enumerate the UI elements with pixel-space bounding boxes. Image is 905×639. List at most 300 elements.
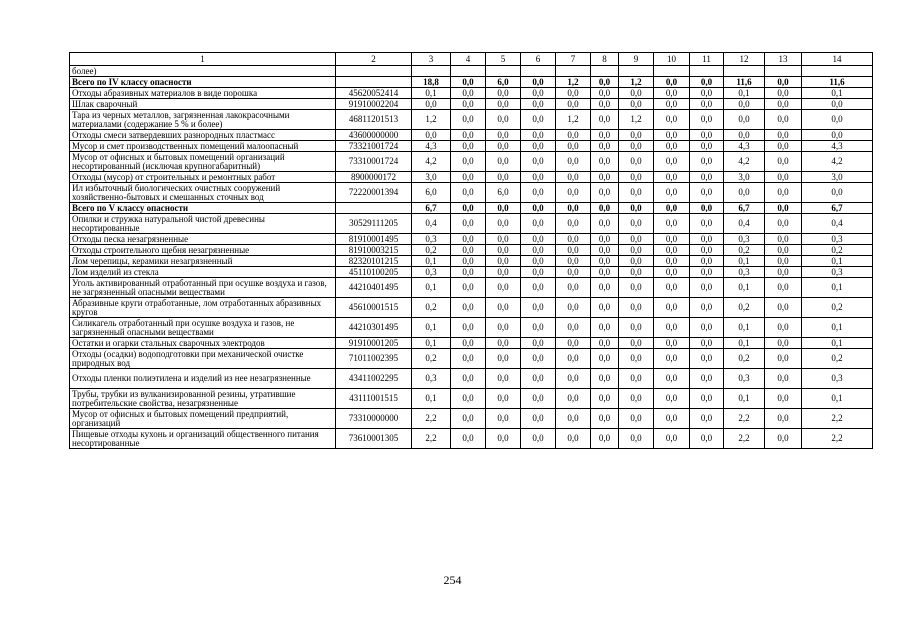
value-cell — [591, 66, 619, 77]
value-cell: 11,6 — [724, 77, 765, 88]
value-cell: 0,3 — [802, 369, 873, 389]
value-cell: 4,2 — [802, 152, 873, 172]
value-cell: 0,1 — [412, 338, 451, 349]
value-cell: 0,0 — [591, 338, 619, 349]
value-cell: 0,1 — [802, 256, 873, 267]
value-cell: 0,0 — [690, 349, 724, 369]
value-cell: 6,7 — [802, 203, 873, 214]
value-cell: 0,0 — [619, 298, 654, 318]
value-cell: 0,0 — [521, 214, 556, 234]
fkko-code-cell: 73310001724 — [336, 152, 412, 172]
value-cell: 0,0 — [690, 409, 724, 429]
value-cell: 0,4 — [724, 214, 765, 234]
value-cell: 0,0 — [556, 278, 591, 298]
fkko-code-cell: 43411002295 — [336, 369, 412, 389]
value-cell: 3,0 — [724, 172, 765, 183]
value-cell: 0,0 — [619, 152, 654, 172]
value-cell: 0,0 — [619, 214, 654, 234]
value-cell: 0,0 — [521, 318, 556, 338]
value-cell: 0,1 — [412, 389, 451, 409]
value-cell: 0,0 — [765, 130, 802, 141]
value-cell — [451, 66, 486, 77]
table-row — [70, 318, 873, 338]
value-cell: 0,0 — [802, 183, 873, 203]
value-cell: 0,0 — [591, 278, 619, 298]
value-cell: 0,3 — [802, 234, 873, 245]
value-cell: 0,1 — [802, 318, 873, 338]
value-cell: 0,0 — [556, 298, 591, 318]
value-cell: 0,0 — [765, 99, 802, 110]
table-row — [70, 214, 873, 234]
column-header-9: 9 — [619, 53, 654, 66]
value-cell: 0,0 — [654, 278, 690, 298]
value-cell: 0,0 — [451, 172, 486, 183]
value-cell: 0,1 — [802, 389, 873, 409]
value-cell: 6,0 — [486, 77, 521, 88]
value-cell: 0,0 — [690, 172, 724, 183]
column-header-5: 5 — [486, 53, 521, 66]
value-cell: 0,0 — [654, 389, 690, 409]
value-cell: 0,0 — [521, 183, 556, 203]
value-cell: 0,0 — [591, 172, 619, 183]
fkko-code-cell: 45610001515 — [336, 298, 412, 318]
value-cell — [765, 66, 802, 77]
value-cell: 0,1 — [724, 389, 765, 409]
value-cell: 0,0 — [556, 349, 591, 369]
value-cell: 0,0 — [451, 369, 486, 389]
value-cell: 0,0 — [591, 429, 619, 449]
value-cell: 0,0 — [412, 99, 451, 110]
table-row — [70, 234, 873, 245]
waste-name-cell: Всего по V классу опасности — [70, 203, 336, 214]
value-cell: 18,8 — [412, 77, 451, 88]
value-cell: 0,0 — [619, 183, 654, 203]
value-cell: 0,0 — [591, 214, 619, 234]
table-row — [70, 99, 873, 110]
fkko-code-cell: 44210301495 — [336, 318, 412, 338]
value-cell: 0,0 — [451, 318, 486, 338]
value-cell: 0,0 — [619, 99, 654, 110]
value-cell: 0,0 — [765, 349, 802, 369]
value-cell: 0,0 — [619, 234, 654, 245]
value-cell: 0,0 — [690, 267, 724, 278]
value-cell: 0,0 — [521, 141, 556, 152]
value-cell: 6,7 — [724, 203, 765, 214]
value-cell: 0,0 — [765, 256, 802, 267]
value-cell: 0,0 — [486, 141, 521, 152]
value-cell: 0,0 — [556, 152, 591, 172]
value-cell: 0,0 — [451, 234, 486, 245]
value-cell: 0,0 — [765, 267, 802, 278]
value-cell: 0,0 — [451, 183, 486, 203]
value-cell: 2,2 — [724, 409, 765, 429]
value-cell: 0,0 — [654, 203, 690, 214]
value-cell: 0,0 — [765, 152, 802, 172]
value-cell: 0,1 — [724, 88, 765, 99]
table-row — [70, 130, 873, 141]
value-cell: 0,0 — [765, 318, 802, 338]
value-cell: 0,0 — [591, 389, 619, 409]
waste-table — [69, 52, 873, 449]
value-cell: 2,2 — [802, 409, 873, 429]
value-cell: 0,0 — [654, 130, 690, 141]
table-row — [70, 88, 873, 99]
value-cell: 0,0 — [556, 338, 591, 349]
waste-name-cell: Отходы абразивных материалов в виде порошка — [70, 88, 336, 99]
value-cell: 0,0 — [486, 203, 521, 214]
value-cell: 0,0 — [654, 88, 690, 99]
column-header-4: 4 — [451, 53, 486, 66]
value-cell: 0,0 — [521, 298, 556, 318]
table-row — [70, 245, 873, 256]
value-cell: 0,0 — [654, 172, 690, 183]
value-cell: 0,0 — [591, 409, 619, 429]
value-cell: 0,0 — [486, 256, 521, 267]
value-cell: 0,1 — [724, 278, 765, 298]
value-cell: 0,0 — [654, 245, 690, 256]
waste-name-cell: Абразивные круги отработанные, лом отработанных абразивных кругов — [70, 298, 336, 318]
waste-name-cell: Шлак сварочный — [70, 99, 336, 110]
value-cell: 0,0 — [690, 245, 724, 256]
value-cell: 0,0 — [765, 141, 802, 152]
table-row — [70, 66, 873, 77]
value-cell: 0,0 — [486, 318, 521, 338]
value-cell: 0,2 — [802, 349, 873, 369]
value-cell: 0,0 — [765, 389, 802, 409]
table-row — [70, 278, 873, 298]
value-cell: 0,0 — [690, 77, 724, 88]
total-row — [70, 77, 873, 88]
value-cell: 0,0 — [486, 245, 521, 256]
value-cell: 0,2 — [412, 298, 451, 318]
column-number-header — [70, 53, 873, 66]
table-row — [70, 152, 873, 172]
value-cell: 0,0 — [724, 110, 765, 130]
value-cell — [521, 66, 556, 77]
value-cell: 11,6 — [802, 77, 873, 88]
value-cell: 0,0 — [654, 152, 690, 172]
waste-name-cell: Отходы пленки полиэтилена и изделий из нее незагрязненные — [70, 369, 336, 389]
fkko-code-cell — [336, 66, 412, 77]
value-cell: 0,0 — [486, 298, 521, 318]
value-cell: 0,0 — [486, 278, 521, 298]
value-cell: 0,0 — [619, 429, 654, 449]
value-cell — [619, 66, 654, 77]
value-cell: 0,0 — [690, 99, 724, 110]
value-cell: 0,0 — [521, 77, 556, 88]
value-cell: 0,1 — [724, 338, 765, 349]
value-cell: 0,0 — [690, 203, 724, 214]
value-cell: 0,0 — [619, 278, 654, 298]
value-cell: 0,0 — [654, 318, 690, 338]
table-row — [70, 172, 873, 183]
value-cell: 0,0 — [486, 172, 521, 183]
value-cell: 0,0 — [690, 389, 724, 409]
value-cell: 0,0 — [654, 183, 690, 203]
value-cell: 0,3 — [724, 234, 765, 245]
value-cell: 6,0 — [412, 183, 451, 203]
value-cell: 0,0 — [765, 245, 802, 256]
value-cell: 0,0 — [619, 318, 654, 338]
value-cell: 4,2 — [412, 152, 451, 172]
value-cell: 0,1 — [412, 278, 451, 298]
fkko-code-cell: 45110100205 — [336, 267, 412, 278]
value-cell: 0,0 — [690, 130, 724, 141]
value-cell: 0,0 — [556, 183, 591, 203]
value-cell: 0,0 — [556, 214, 591, 234]
fkko-code-cell: 43600000000 — [336, 130, 412, 141]
value-cell: 0,2 — [724, 245, 765, 256]
value-cell: 6,0 — [486, 183, 521, 203]
value-cell: 0,0 — [619, 130, 654, 141]
value-cell: 0,0 — [765, 338, 802, 349]
value-cell: 0,0 — [556, 245, 591, 256]
fkko-code-cell — [336, 77, 412, 88]
value-cell: 0,0 — [690, 429, 724, 449]
value-cell: 0,0 — [690, 214, 724, 234]
value-cell: 0,0 — [556, 369, 591, 389]
value-cell: 0,0 — [619, 409, 654, 429]
value-cell: 0,1 — [724, 256, 765, 267]
value-cell: 0,0 — [451, 389, 486, 409]
value-cell: 0,3 — [412, 369, 451, 389]
value-cell: 0,0 — [765, 88, 802, 99]
value-cell: 0,0 — [765, 409, 802, 429]
table-row — [70, 267, 873, 278]
table-row — [70, 141, 873, 152]
table-row — [70, 256, 873, 267]
value-cell: 0,0 — [521, 234, 556, 245]
value-cell: 0,0 — [591, 245, 619, 256]
value-cell: 0,0 — [451, 267, 486, 278]
fkko-code-cell: 44210401495 — [336, 278, 412, 298]
table-row — [70, 110, 873, 130]
value-cell: 0,2 — [412, 245, 451, 256]
waste-name-cell: Ил избыточный биологических очистных сооружений хозяйственно-бытовых и смешанных сточных вод — [70, 183, 336, 203]
value-cell: 0,0 — [654, 429, 690, 449]
waste-name-cell: Отходы песка незагрязненные — [70, 234, 336, 245]
waste-name-cell: Мусор от офисных и бытовых помещений организаций несортированный (исключая крупногабаритный) — [70, 152, 336, 172]
value-cell: 0,0 — [451, 110, 486, 130]
waste-name-cell: более) — [70, 66, 336, 77]
value-cell: 0,0 — [619, 203, 654, 214]
value-cell: 0,0 — [591, 110, 619, 130]
value-cell: 0,0 — [521, 369, 556, 389]
value-cell: 0,0 — [486, 369, 521, 389]
value-cell: 0,0 — [591, 318, 619, 338]
table-body — [70, 53, 873, 449]
value-cell: 0,0 — [690, 298, 724, 318]
value-cell: 0,0 — [451, 256, 486, 267]
value-cell: 0,0 — [521, 278, 556, 298]
column-header-11: 11 — [690, 53, 724, 66]
waste-name-cell: Уголь активированный отработанный при осушке воздуха и газов, не загрязненный опасными веществами — [70, 278, 336, 298]
value-cell: 0,0 — [521, 172, 556, 183]
value-cell: 0,0 — [619, 349, 654, 369]
value-cell: 0,0 — [802, 130, 873, 141]
value-cell: 0,0 — [521, 409, 556, 429]
value-cell: 0,3 — [802, 267, 873, 278]
value-cell: 0,0 — [765, 203, 802, 214]
value-cell: 0,1 — [412, 88, 451, 99]
value-cell: 0,0 — [690, 278, 724, 298]
value-cell: 0,0 — [591, 267, 619, 278]
value-cell: 0,0 — [486, 234, 521, 245]
value-cell: 0,0 — [765, 110, 802, 130]
column-header-10: 10 — [654, 53, 690, 66]
value-cell: 0,0 — [486, 338, 521, 349]
value-cell: 0,0 — [486, 409, 521, 429]
value-cell: 0,1 — [724, 318, 765, 338]
column-header-13: 13 — [765, 53, 802, 66]
value-cell: 0,0 — [451, 245, 486, 256]
value-cell: 4,3 — [724, 141, 765, 152]
value-cell: 0,0 — [521, 389, 556, 409]
value-cell: 0,0 — [556, 172, 591, 183]
value-cell: 0,0 — [521, 349, 556, 369]
value-cell: 0,0 — [591, 203, 619, 214]
waste-table-container — [69, 52, 872, 449]
value-cell: 0,0 — [486, 130, 521, 141]
value-cell: 0,1 — [802, 88, 873, 99]
value-cell: 0,0 — [591, 77, 619, 88]
waste-name-cell: Лом черепицы, керамики незагрязненный — [70, 256, 336, 267]
value-cell: 0,0 — [765, 214, 802, 234]
page-number: 254 — [443, 573, 462, 587]
value-cell: 0,0 — [591, 298, 619, 318]
value-cell: 0,0 — [619, 256, 654, 267]
fkko-code-cell: 8900000172 — [336, 172, 412, 183]
value-cell: 0,0 — [591, 369, 619, 389]
table-row — [70, 429, 873, 449]
value-cell: 0,0 — [654, 99, 690, 110]
value-cell: 0,0 — [765, 429, 802, 449]
value-cell: 0,0 — [765, 298, 802, 318]
fkko-code-cell: 43111001515 — [336, 389, 412, 409]
value-cell: 2,2 — [802, 429, 873, 449]
value-cell: 0,0 — [412, 130, 451, 141]
value-cell: 0,0 — [451, 278, 486, 298]
table-row — [70, 369, 873, 389]
value-cell: 0,0 — [654, 141, 690, 152]
value-cell: 0,0 — [556, 267, 591, 278]
value-cell: 0,0 — [521, 429, 556, 449]
value-cell: 0,0 — [451, 429, 486, 449]
column-header-3: 3 — [412, 53, 451, 66]
value-cell: 0,0 — [556, 99, 591, 110]
fkko-code-cell: 73610001305 — [336, 429, 412, 449]
value-cell: 3,0 — [802, 172, 873, 183]
column-header-6: 6 — [521, 53, 556, 66]
value-cell: 0,0 — [619, 245, 654, 256]
value-cell: 0,0 — [486, 99, 521, 110]
value-cell: 0,0 — [690, 256, 724, 267]
value-cell: 0,0 — [486, 389, 521, 409]
value-cell: 0,0 — [619, 141, 654, 152]
value-cell: 0,0 — [591, 130, 619, 141]
value-cell: 0,3 — [412, 267, 451, 278]
waste-name-cell: Пищевые отходы кухонь и организаций общественного питания несортированные — [70, 429, 336, 449]
value-cell: 0,0 — [654, 77, 690, 88]
value-cell: 0,0 — [556, 130, 591, 141]
value-cell: 0,2 — [724, 349, 765, 369]
value-cell: 0,0 — [690, 338, 724, 349]
value-cell: 0,0 — [521, 267, 556, 278]
value-cell: 0,0 — [690, 234, 724, 245]
value-cell: 0,3 — [724, 267, 765, 278]
value-cell: 0,0 — [654, 369, 690, 389]
value-cell — [802, 66, 873, 77]
value-cell — [486, 66, 521, 77]
value-cell — [556, 66, 591, 77]
value-cell: 0,0 — [451, 338, 486, 349]
value-cell: 0,0 — [556, 429, 591, 449]
value-cell: 0,0 — [765, 77, 802, 88]
value-cell: 0,0 — [486, 349, 521, 369]
value-cell: 0,0 — [556, 203, 591, 214]
value-cell: 4,2 — [724, 152, 765, 172]
value-cell: 0,2 — [412, 349, 451, 369]
value-cell: 0,0 — [556, 389, 591, 409]
value-cell: 0,0 — [486, 152, 521, 172]
value-cell: 0,0 — [521, 110, 556, 130]
value-cell: 0,0 — [765, 278, 802, 298]
value-cell: 0,0 — [521, 203, 556, 214]
value-cell: 0,0 — [690, 369, 724, 389]
waste-name-cell: Трубы, трубки из вулканизированной резины, утратившие потребительские свойства, незагрязненные — [70, 389, 336, 409]
value-cell: 4,3 — [802, 141, 873, 152]
value-cell: 0,0 — [802, 110, 873, 130]
value-cell: 0,0 — [654, 234, 690, 245]
fkko-code-cell: 81910003215 — [336, 245, 412, 256]
fkko-code-cell: 30529111205 — [336, 214, 412, 234]
value-cell: 0,2 — [724, 298, 765, 318]
value-cell: 0,0 — [451, 203, 486, 214]
value-cell: 2,2 — [412, 429, 451, 449]
value-cell: 0,3 — [724, 369, 765, 389]
value-cell: 0,0 — [654, 110, 690, 130]
fkko-code-cell: 71011002395 — [336, 349, 412, 369]
value-cell: 0,3 — [412, 234, 451, 245]
value-cell: 2,2 — [412, 409, 451, 429]
fkko-code-cell: 72220001394 — [336, 183, 412, 203]
value-cell: 0,0 — [802, 99, 873, 110]
value-cell: 0,0 — [654, 409, 690, 429]
value-cell: 0,0 — [451, 141, 486, 152]
waste-name-cell: Тара из черных металлов, загрязненная лакокрасочными материалами (содержание 5 % и более) — [70, 110, 336, 130]
value-cell: 0,0 — [591, 88, 619, 99]
value-cell: 3,0 — [412, 172, 451, 183]
column-header-7: 7 — [556, 53, 591, 66]
table-row — [70, 389, 873, 409]
value-cell: 0,0 — [521, 130, 556, 141]
value-cell: 0,0 — [654, 256, 690, 267]
value-cell: 0,0 — [690, 141, 724, 152]
column-header-14: 14 — [802, 53, 873, 66]
value-cell: 0,0 — [619, 267, 654, 278]
value-cell: 0,0 — [654, 298, 690, 318]
value-cell: 2,2 — [724, 429, 765, 449]
value-cell: 4,3 — [412, 141, 451, 152]
value-cell: 0,0 — [556, 88, 591, 99]
value-cell: 0,0 — [619, 172, 654, 183]
value-cell: 0,0 — [451, 298, 486, 318]
column-header-1: 1 — [70, 53, 336, 66]
value-cell: 0,0 — [556, 318, 591, 338]
value-cell: 1,2 — [412, 110, 451, 130]
fkko-code-cell: 45620052414 — [336, 88, 412, 99]
value-cell: 0,0 — [591, 234, 619, 245]
